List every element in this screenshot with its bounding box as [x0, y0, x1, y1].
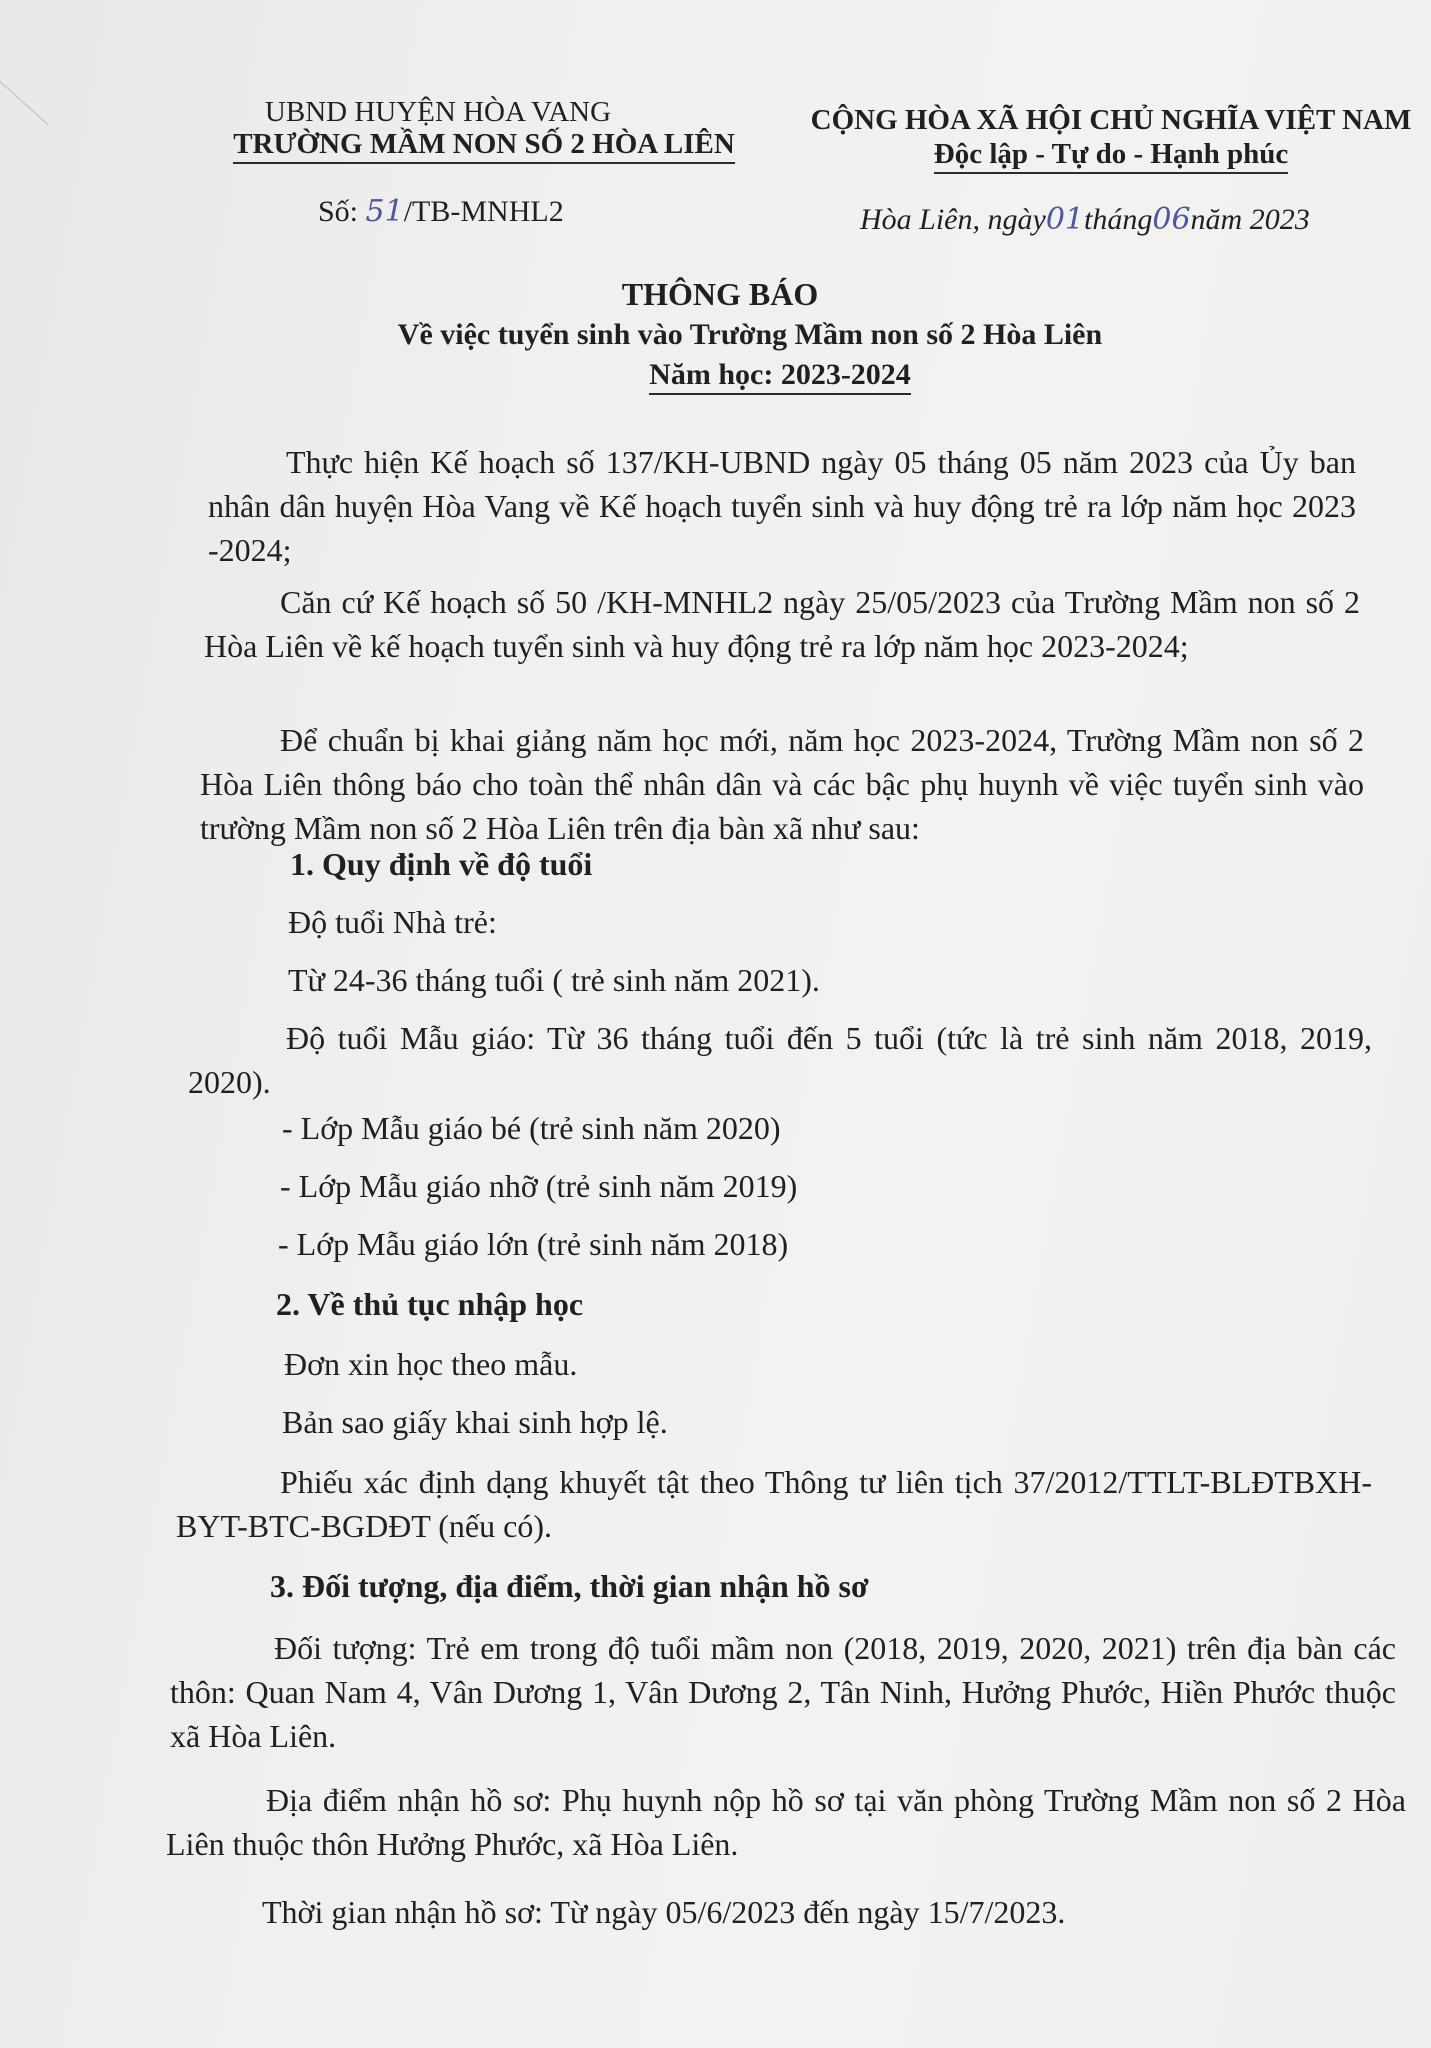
number-suffix: /TB-MNHL2 [403, 195, 564, 228]
notice-subject: Về việc tuyển sinh vào Trường Mầm non số 2 Hòa Liên [397, 318, 1103, 351]
date-part-2: tháng [1084, 203, 1153, 236]
school-name-text: TRƯỜNG MẦM NON SỐ 2 HÒA LIÊN [233, 128, 735, 164]
document-date [860, 202, 1310, 237]
class-large: - Lớp Mẫu giáo lớn (trẻ sinh năm 2018) [278, 1226, 789, 1262]
notice-title: THÔNG BÁO [621, 276, 819, 312]
agency-name: UBND HUYỆN HÒA VANG [264, 96, 612, 128]
school-name [224, 128, 744, 164]
handwritten-month: 06 [1152, 202, 1191, 237]
section-2-title: 2. Về thủ tục nhập học [276, 1286, 584, 1322]
eligible-children: Đối tượng: Trẻ em trong độ tuổi mầm non (2018, 2019, 2020, 2021) trên địa bàn các thôn: Quan Nam 4, Vân Dương 1, Vân Dương 2, Tân Ninh, Hưởng Phước, Hiền Phước thuộc xã Hòa Liên. [170, 1630, 1396, 1754]
number-prefix: Số: [318, 195, 366, 228]
requirement-disability-form: Phiếu xác định dạng khuyết tật theo Thông tư liên tịch 37/2012/TTLT-BLĐTBXH-BYT-BTC-BGDĐT (nếu có). [176, 1464, 1372, 1544]
submission-period: Thời gian nhận hồ sơ: Từ ngày 05/6/2023 đến ngày 15/7/2023. [262, 1894, 1066, 1930]
requirement-birth-certificate: Bản sao giấy khai sinh hợp lệ. [282, 1404, 668, 1440]
handwritten-day: 01 [1045, 202, 1085, 237]
submission-location: Địa điểm nhận hồ sơ: Phụ huynh nộp hồ sơ tại văn phòng Trường Mầm non số 2 Hòa Liên thuộc thôn Hưởng Phước, xã Hòa Liên. [166, 1782, 1406, 1862]
kindergarten-age: Độ tuổi Mẫu giáo: Từ 36 tháng tuổi đến 5 tuổi (tức là trẻ sinh năm 2018, 2019, 2020). [188, 1020, 1372, 1100]
school-year-text: Năm học: 2023-2024 [649, 358, 911, 395]
handwritten-number: 51 [365, 194, 404, 229]
date-part-3: năm 2023 [1190, 203, 1310, 236]
class-middle: - Lớp Mẫu giáo nhỡ (trẻ sinh năm 2019) [280, 1168, 798, 1204]
paper-fold-mark [0, 0, 89, 126]
motto-text: Độc lập - Tự do - Hạnh phúc [934, 138, 1289, 174]
nursery-age-range: Từ 24-36 tháng tuổi ( trẻ sinh năm 2021). [288, 962, 820, 998]
class-small: - Lớp Mẫu giáo bé (trẻ sinh năm 2020) [282, 1110, 781, 1146]
date-part-1: Hòa Liên, ngày [860, 203, 1046, 236]
motto [806, 138, 1416, 174]
paragraph-plan-school: Căn cứ Kế hoạch số 50 /KH-MNHL2 ngày 25/05/2023 của Trường Mầm non số 2 Hòa Liên về kế hoạch tuyển sinh và huy động trẻ ra lớp năm học 2023-2024; [204, 584, 1360, 664]
document-number [318, 194, 564, 229]
paragraph-intro: Để chuẩn bị khai giảng năm học mới, năm học 2023-2024, Trường Mầm non số 2 Hòa Liên thông báo cho toàn thể nhân dân và các bậc phụ huynh về việc tuyển sinh vào trường Mầm non số 2 Hòa Liên trên địa bàn xã như sau: [200, 722, 1364, 846]
country-name: CỘNG HÒA XÃ HỘI CHỦ NGHĨA VIỆT NAM [810, 104, 1412, 136]
nursery-age-label: Độ tuổi Nhà trẻ: [288, 904, 497, 940]
section-3-title: 3. Đối tượng, địa điểm, thời gian nhận hồ sơ [270, 1568, 869, 1604]
paragraph-plan-ubnd: Thực hiện Kế hoạch số 137/KH-UBND ngày 05 tháng 05 năm 2023 của Ủy ban nhân dân huyện Hòa Vang về Kế hoạch tuyển sinh và huy động trẻ ra lớp năm học 2023 -2024; [208, 444, 1356, 568]
requirement-application: Đơn xin học theo mẫu. [284, 1346, 578, 1382]
school-year [580, 358, 980, 395]
section-1-title: 1. Quy định về độ tuổi [290, 846, 593, 882]
